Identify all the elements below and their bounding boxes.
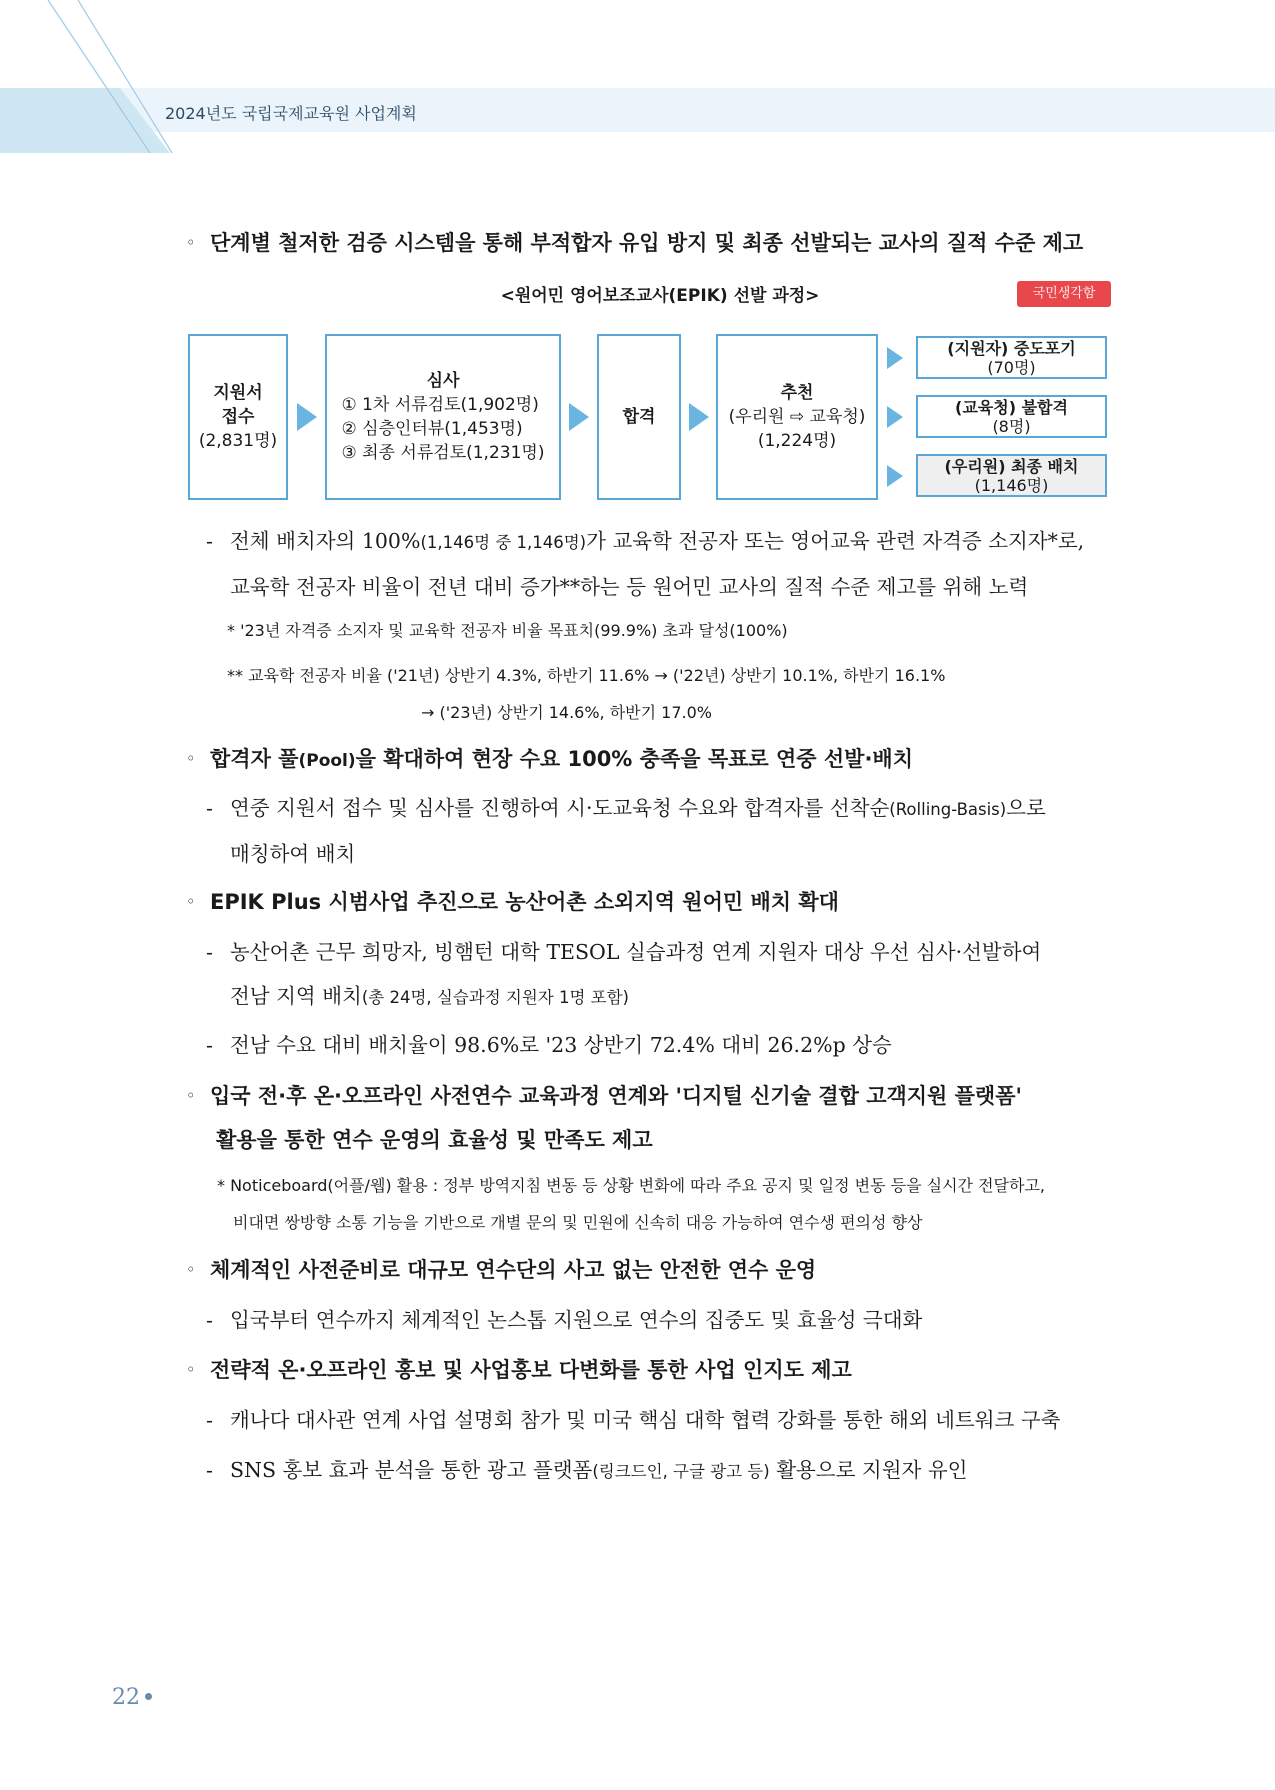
- arrow-right-icon: [887, 465, 903, 487]
- bullet-glyph: ◦: [186, 233, 196, 252]
- box-dropout-label: (지원자) 중도포기: [947, 338, 1076, 358]
- box-pass-label: 합격: [622, 407, 656, 427]
- dash-item-nonstop: [206, 1298, 1111, 1342]
- box-recommendation-title: 추천: [780, 383, 814, 403]
- dash-glyph: -: [206, 1033, 213, 1057]
- dash-glyph: -: [206, 1408, 213, 1432]
- dash-text-part: 가 교육학 전공자 또는 영어교육 관련 자격증 소지자*로,: [586, 529, 1085, 553]
- arrow-right-icon: [887, 406, 903, 428]
- dash-text: [206, 930, 1111, 1020]
- dash-text-part: 전체 배치자의 100%: [230, 529, 421, 553]
- bullet-training: [186, 1074, 1116, 1162]
- box-application-count: (2,831명): [198, 431, 278, 451]
- footnote-ratio: ** 교육학 전공자 비율 ('21년) 상반기 4.3%, 하반기 11.6% → ('22년) 상반기 10.1%, 하반기 16.1%: [227, 666, 946, 685]
- page-number-dot: [145, 1693, 152, 1700]
- bullet-glyph: ◦: [186, 1086, 196, 1105]
- bullet-text-line1: 입국 전·후 온·오프라인 사전연수 교육과정 연계와 '디지털 신기술 결합 고객지원 플랫폼': [210, 1084, 1022, 1108]
- dash-text-small: (링크드인, 구글 광고 등): [592, 1462, 770, 1481]
- box-recommendation: [716, 334, 878, 500]
- bullet-text: 체계적인 사전준비로 대규모 연수단의 사고 없는 안전한 연수 운영: [210, 1258, 817, 1282]
- box-final-count: (1,146명): [974, 475, 1049, 495]
- box-screening-title: 심사: [426, 371, 460, 391]
- box-final-label: (우리원) 최종 배치: [944, 456, 1079, 476]
- dash-text: [206, 519, 1111, 609]
- bullet-verification: [186, 221, 1116, 265]
- bullet-promotion: [186, 1348, 1116, 1392]
- box-application-line1: 지원서: [213, 383, 263, 403]
- box-screening: [325, 334, 561, 500]
- bullet-glyph: ◦: [186, 749, 196, 768]
- dash-text: [206, 786, 1111, 876]
- dash-item-rolling: [206, 786, 1111, 876]
- box-final-placement: [916, 454, 1107, 497]
- footnote-target: * '23년 자격증 소지자 및 교육학 전공자 비율 목표치(99.9%) 초과 달성(100%): [227, 621, 788, 640]
- dash-item-sns: [206, 1448, 1111, 1494]
- bullet-glyph: ◦: [186, 892, 196, 911]
- dash-text-line2: 교육학 전공자 비율이 전년 대비 증가**하는 등 원어민 교사의 질적 수준 제고를 위해 노력: [230, 575, 1029, 599]
- dash-text-small: (1,146명 중 1,146명): [420, 533, 587, 552]
- dash-glyph: -: [206, 1458, 213, 1482]
- dash-text: 입국부터 연수까지 체계적인 논스톱 지원으로 연수의 집중도 및 효율성 극대화: [230, 1308, 923, 1332]
- dash-glyph: -: [206, 796, 213, 820]
- arrow-right-icon: [297, 403, 317, 431]
- header-title: 2024년도 국립국제교육원 사업계획: [165, 104, 417, 123]
- dash-text: [206, 1448, 1111, 1494]
- badge-citizen-idea: 국민생각함: [1017, 281, 1111, 307]
- screening-step-3: ③ 최종 서류검토(1,231명): [341, 443, 545, 463]
- dash-item-qualification: [206, 519, 1111, 609]
- dash-item-network: [206, 1398, 1111, 1442]
- bullet-glyph: ◦: [186, 1360, 196, 1379]
- dash-glyph: -: [206, 529, 213, 553]
- dash-item-placement-rate: [206, 1023, 1111, 1067]
- dash-text-part: 활용으로 지원자 유인: [769, 1458, 968, 1482]
- dash-text-small: (총 24명, 실습과정 지원자 1명 포함): [361, 988, 629, 1007]
- box-rejected: [916, 395, 1107, 438]
- bullet-text: EPIK Plus 시범사업 추진으로 농산어촌 소외지역 원어민 배치 확대: [210, 890, 839, 914]
- bullet-text-small: (Pool): [298, 751, 356, 771]
- dash-text-small: (Rolling-Basis): [889, 800, 1007, 819]
- dash-text-line2: 매칭하여 배치: [230, 842, 356, 866]
- arrow-right-icon: [569, 403, 589, 431]
- bullet-text-part: 을 확대하여 현장 수요 100% 충족을 목표로 연중 선발·배치: [355, 747, 914, 771]
- bullet-glyph: ◦: [186, 1260, 196, 1279]
- screening-step-2: ② 심층인터뷰(1,453명): [341, 419, 523, 439]
- dash-text: 캐나다 대사관 연계 사업 설명회 참가 및 미국 핵심 대학 협력 강화를 통한 해외 네트워크 구축: [230, 1408, 1061, 1432]
- bullet-text: 전략적 온·오프라인 홍보 및 사업홍보 다변화를 통한 사업 인지도 제고: [210, 1358, 852, 1382]
- bullet-epik-plus: [186, 880, 1116, 924]
- arrow-right-icon: [887, 347, 903, 369]
- dash-text-part: 연중 지원서 접수 및 심사를 진행하여 시·도교육청 수요와 합격자를 선착순: [230, 796, 890, 820]
- footnote-noticeboard: * Noticeboard(어플/웹) 활용 : 정부 방역지침 변동 등 상황 변화에 따라 주요 공지 및 일정 변동 등을 실시간 전달하고,: [217, 1176, 1046, 1195]
- box-pass: [597, 334, 681, 500]
- arrow-right-icon: [689, 403, 709, 431]
- dash-text-part: 으로: [1006, 796, 1046, 820]
- diagram-caption: <원어민 영어보조교사(EPIK) 선발 과정>: [500, 286, 820, 306]
- page-number: 22: [112, 1685, 140, 1710]
- bullet-text: [186, 1074, 1116, 1162]
- footnote-noticeboard-cont: 비대면 쌍방향 소통 기능을 기반으로 개별 문의 및 민원에 신속히 대응 가능하여 연수생 편의성 향상: [233, 1213, 923, 1232]
- box-recommendation-count: (1,224명): [757, 431, 837, 451]
- header-decoration: [0, 0, 260, 160]
- bullet-text: 단계별 철저한 검증 시스템을 통해 부적합자 유입 방지 및 최종 선발되는 교사의 질적 수준 제고: [210, 231, 1084, 255]
- dash-text: 전남 수요 대비 배치율이 98.6%로 '23 상반기 72.4% 대비 26.2%p 상승: [230, 1033, 892, 1057]
- dash-text-part: SNS 홍보 효과 분석을 통한 광고 플랫폼: [230, 1458, 593, 1482]
- dash-glyph: -: [206, 940, 213, 964]
- box-application: [188, 334, 288, 500]
- dash-text-line1: 농산어촌 근무 희망자, 빙햄턴 대학 TESOL 실습과정 연계 지원자 대상 우선 심사·선발하여: [230, 940, 1042, 964]
- box-rejected-count: (8명): [992, 416, 1031, 436]
- box-dropout-count: (70명): [987, 357, 1036, 377]
- box-application-line2: 접수: [221, 407, 255, 427]
- dash-item-rural: [206, 930, 1111, 1020]
- footnote-ratio-cont: → ('23년) 상반기 14.6%, 하반기 17.0%: [421, 703, 713, 722]
- dash-text-part: 전남 지역 배치: [230, 984, 362, 1008]
- bullet-text-part: 합격자 풀: [210, 747, 299, 771]
- bullet-text: [186, 737, 1116, 783]
- screening-step-1: ① 1차 서류검토(1,902명): [341, 395, 539, 415]
- bullet-pool: [186, 737, 1116, 783]
- box-dropout: [916, 336, 1107, 379]
- bullet-safety: [186, 1248, 1116, 1292]
- box-rejected-label: (교육청) 불합격: [955, 397, 1068, 417]
- bullet-text-line2: 활용을 통한 연수 운영의 효율성 및 만족도 제고: [216, 1128, 653, 1152]
- dash-glyph: -: [206, 1308, 213, 1332]
- box-recommendation-route: (우리원 ⇨ 교육청): [728, 407, 866, 427]
